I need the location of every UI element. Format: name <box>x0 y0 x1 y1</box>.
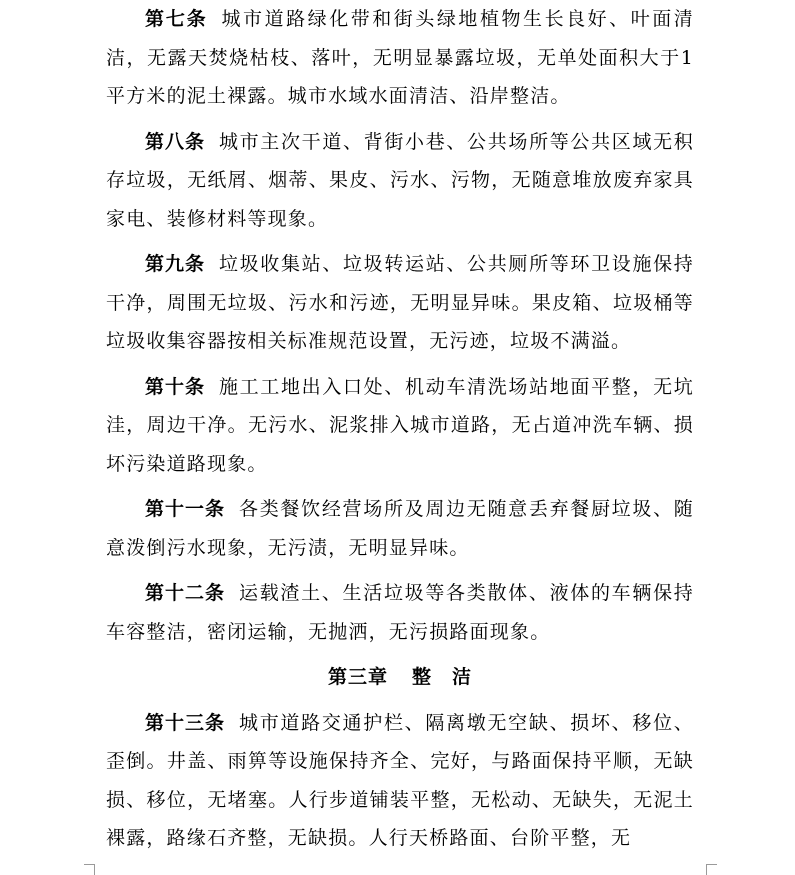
article-7 <box>106 0 694 116</box>
article-number: 第十一条 <box>145 498 226 520</box>
article-10 <box>106 368 694 484</box>
article-13 <box>106 704 694 858</box>
article-text: 运载渣土、生活垃圾等各类散体、液体的车辆保持车容整洁，密闭运输，无抛洒，无污损路面现象。 <box>106 582 694 643</box>
chapter-heading <box>106 658 694 697</box>
article-number: 第七条 <box>145 8 208 30</box>
article-text: 城市主次干道、背街小巷、公共场所等公共区域无积存垃圾，无纸屑、烟蒂、果皮、污水、污物，无随意堆放废弃家具家电、装修材料等现象。 <box>106 130 694 230</box>
article-number: 第十二条 <box>145 582 226 604</box>
page-corner-mark-left <box>84 864 95 875</box>
article-number: 第九条 <box>145 253 205 275</box>
article-text: 施工工地出入口处、机动车清洗场站地面平整，无坑洼，周边干净。无污水、泥浆排入城市道路，无占道冲洗车辆、损坏污染道路现象。 <box>106 375 694 475</box>
chapter-title: 整 洁 <box>412 666 473 688</box>
article-number: 第十三条 <box>145 711 226 734</box>
document-page <box>106 0 694 858</box>
article-text: 城市道路交通护栏、隔离墩无空缺、损坏、移位、歪倒。井盖、雨箅等设施保持齐全、完好，与路面保持平顺，无缺损、移位，无堵塞。人行步道铺装平整，无松动、无缺失，无泥土裸露，路缘石齐整，无缺损。人行天桥路面、台阶平整，无 <box>106 711 694 849</box>
article-11 <box>106 490 694 567</box>
article-number: 第八条 <box>145 130 205 153</box>
article-9 <box>106 245 694 361</box>
article-12 <box>106 574 694 651</box>
article-text: 垃圾收集站、垃圾转运站、公共厕所等环卫设施保持干净，周围无垃圾、污水和污迹，无明显异味。果皮箱、垃圾桶等垃圾收集容器按相关标准规范设置，无污迹，垃圾不满溢。 <box>106 253 694 352</box>
article-number: 第十条 <box>145 375 205 398</box>
article-text: 各类餐饮经营场所及周边无随意丢弃餐厨垃圾、随意泼倒污水现象，无污渍，无明显异味。 <box>106 498 694 559</box>
article-8 <box>106 123 694 239</box>
article-text: 城市道路绿化带和街头绿地植物生长良好、叶面清洁，无露天焚烧枯枝、落叶，无明显暴露垃圾，无单处面积大于1平方米的泥土裸露。城市水域水面清洁、沿岸整洁。 <box>106 8 694 107</box>
chapter-label: 第三章 <box>327 666 388 688</box>
page-corner-mark-right <box>706 864 717 875</box>
